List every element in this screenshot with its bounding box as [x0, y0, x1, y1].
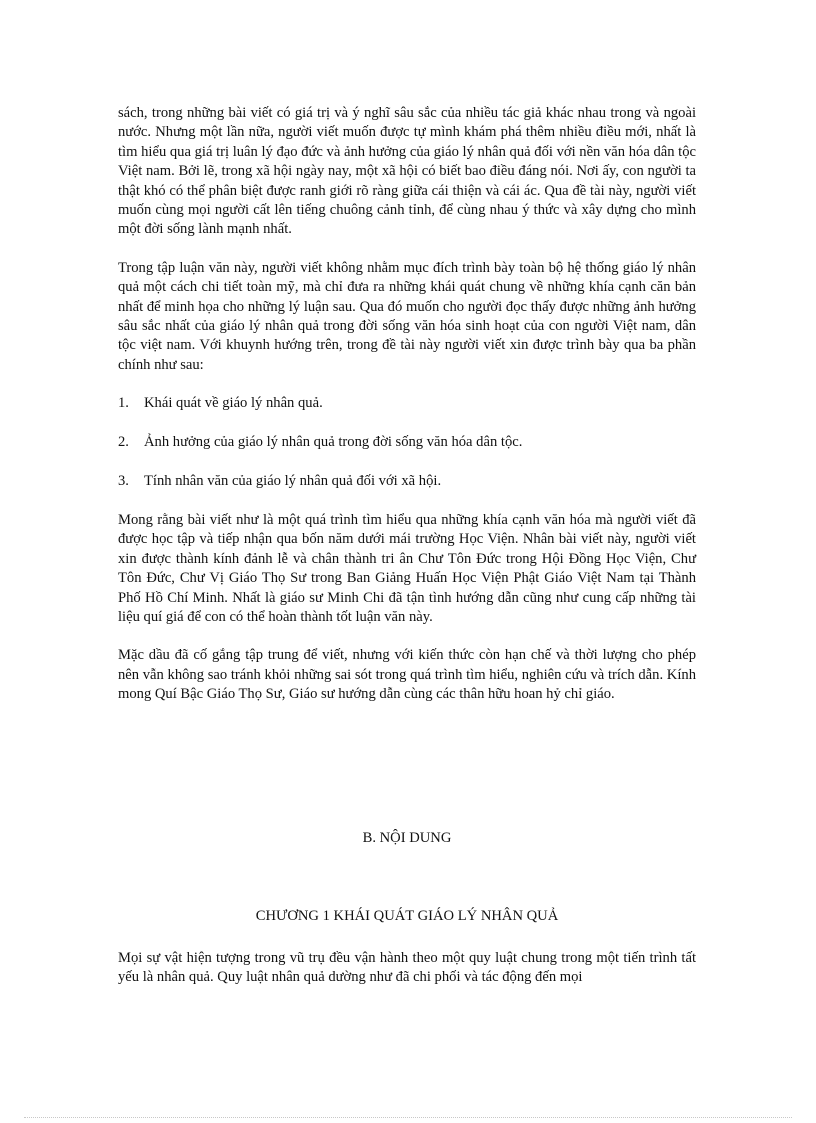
- list-item: [118, 394, 696, 413]
- list-item: [118, 472, 696, 491]
- page-bottom-divider: [24, 1117, 792, 1118]
- chapter-body: [118, 949, 696, 988]
- list-item: [118, 433, 696, 452]
- chapter-heading: CHƯƠNG 1 KHÁI QUÁT GIÁO LÝ NHÂN QUẢ: [255, 908, 559, 924]
- list-item-text: Ảnh hưởng của giáo lý nhân quả trong đời sống văn hóa dân tộc.: [144, 434, 523, 451]
- paragraph-apology: Mặc dầu đã cố gắng tập trung để viết, nhưng với kiến thức còn hạn chế và thời lượng cho phép nên vẫn không sao tránh khỏi những sai sót trong quá trình tìm hiểu, nghiên cứu và trích dẫn. Kính mong Quí Bậc Giáo Thọ Sư, Giáo sư hướng dẫn cùng các thân hữu hoan hỷ chỉ giáo.: [118, 647, 696, 703]
- list-item-number: 1.: [118, 395, 129, 412]
- outline-list: [118, 394, 696, 491]
- paragraph-thesis-scope: Trong tập luận văn này, người viết không nhằm mục đích trình bày toàn bộ hệ thống giáo lý nhân quả một cách chi tiết toàn mỹ, mà chỉ đưa ra những khái quát chung về những khía cạnh căn bản nhất để minh họa cho những lý luận sau. Qua đó muốn cho người đọc thấy được những ảnh hưởng sâu sắc nhất của giáo lý nhân quả trong đời sống văn hóa sinh hoạt của con người Việt nam, dân tộc việt nam. Với khuynh hướng trên, trong đề tài này người viết xin được trình bày qua ba phần chính như sau:: [118, 259, 696, 373]
- paragraph-chapter-intro: Mọi sự vật hiện tượng trong vũ trụ đều vận hành theo một quy luật chung trong một tiến trình tất yếu là nhân quả. Quy luật nhân quả dường như đã chi phối và tác động đến mọi: [118, 950, 696, 986]
- list-item-text: Tính nhân văn của giáo lý nhân quả đối với xã hội.: [144, 473, 442, 490]
- list-item-number: 3.: [118, 473, 129, 490]
- paragraph-intro-continuation: sách, trong những bài viết có giá trị và ý nghĩ sâu sắc của nhiều tác giả khác nhau trong và ngoài nước. Nhưng một lần nữa, người viết muốn được tự mình khám phá thêm nhiều điều mới, nhất là tìm hiểu qua giá trị luân lý đạo đức và ảnh hưởng của giáo lý nhân quả đối với nền văn hóa dân tộc Việt nam. Bởi lẽ, trong xã hội ngày nay, một xã hội có biết bao điều đáng nói. Nơi ấy, con người ta thật khó có thể phân biệt được ranh giới rõ ràng giữa cái thiện và cái ác. Qua đề tài này, người viết muốn cùng mọi người cất lên tiếng chuông cảnh tỉnh, để cùng nhau ý thức và xây dựng cho mình một đời sống lành mạnh nhất.: [118, 105, 696, 238]
- paragraph-acknowledgement: Mong rằng bài viết như là một quá trình tìm hiểu qua những khía cạnh văn hóa mà người viết đã được học tập và tiếp nhận qua bốn năm dưới mái trường Học Viện. Nhân bài viết này, người viết xin được thành kính đảnh lễ và chân thành tri ân Chư Tôn Đức trong Hội Đồng Học Viện, Chư Tôn Đức, Chư Vị Giáo Thọ Sư trong Ban Giảng Huấn Học Viện Phật Giáo Việt Nam tại Thành Phố Hồ Chí Minh. Nhất là giáo sư Minh Chi đã tận tình hướng dẫn cũng như cung cấp những tài liệu quí giá để con có thể hoàn thành tốt luận văn này.: [118, 512, 696, 626]
- list-item-number: 2.: [118, 434, 129, 451]
- section-heading: B. NỘI DUNG: [362, 830, 452, 846]
- list-item-text: Khái quát về giáo lý nhân quả.: [144, 395, 323, 412]
- document-body: [118, 104, 696, 705]
